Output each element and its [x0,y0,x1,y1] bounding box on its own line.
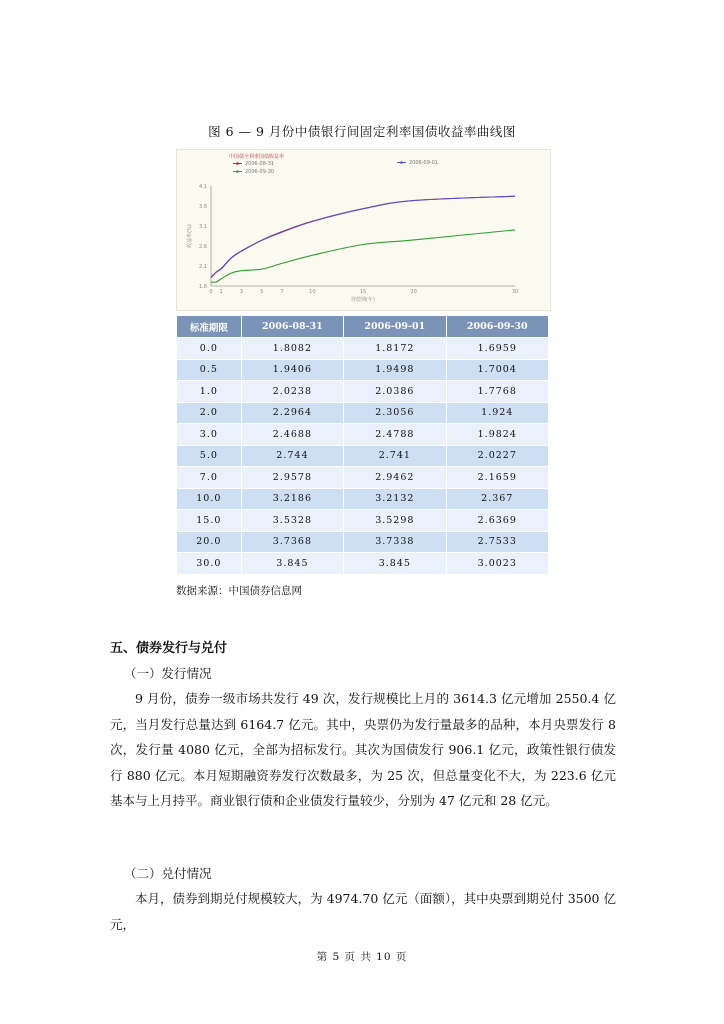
x-tick-label: 3 [239,289,243,295]
y-tick-label: 1.6 [199,284,207,290]
yield-cell: 2.367 [446,488,548,510]
table-header-row [177,316,549,338]
table-row [177,531,549,553]
subsection-redemption-title: （二）兑付情况 [124,866,212,881]
term-cell: 7.0 [177,467,242,489]
table-row [177,381,549,403]
term-cell: 2.0 [177,402,242,424]
page-footer: 第 5 页 共 10 页 [316,951,408,963]
header-date-1: 2006-08-31 [241,316,343,338]
yield-cell: 3.2186 [241,488,343,510]
yield-cell: 1.7004 [446,359,548,381]
term-cell: 1.0 [177,381,242,403]
figure-title: 图 6 — 9 月份中债银行间固定利率国债收益率曲线图 [208,124,516,139]
yield-cell: 3.5328 [241,510,343,532]
x-tick-label: 15 [359,289,367,295]
y-tick-label: 2.1 [199,264,207,270]
term-cell: 30.0 [177,553,242,575]
yield-cell: 2.0238 [241,381,343,403]
section-title: 五、债券发行与兑付 [110,641,228,656]
term-cell: 0.0 [177,338,242,360]
table-row [177,338,549,360]
chart-svg [177,150,550,310]
yield-cell: 2.741 [344,445,446,467]
table-row [177,553,549,575]
legend-marker [236,162,239,165]
issuance-paragraph: 9 月份，债券一级市场共发行 49 次，发行规模比上月的 3614.3 亿元增加 2550.4 亿元，当月发行总量达到 6164.7 亿元。其中，央票仍为发行量最多的品种，本月央票发行 8 次，发行量 4080 亿元，全部为招标发行。其次为国债发行 906.1 亿元，政策性银行债发行 880 亿元。本月短期融资券发行次数最多，为 25 次，但总量变化不大，为 223.6 亿元基本与上月持平。商业银行债和企业债发行量较少，分别为 47 亿元和 28 亿元。 [110,691,616,808]
yield-cell: 1.924 [446,402,548,424]
table-row [177,488,549,510]
legend-label: 2006-09-01 [409,160,439,166]
yield-cell: 3.7368 [241,531,343,553]
chart-title: 中国债全利率国债收益率 [229,154,285,160]
series-line-2006-09-30 [211,230,515,282]
x-axis-label: 待偿期(年) [351,297,375,303]
header-date-3: 2006-09-30 [446,316,548,338]
data-source: 数据来源：中国债券信息网 [176,585,302,597]
yield-cell: 3.0023 [446,553,548,575]
term-cell: 20.0 [177,531,242,553]
term-cell: 0.5 [177,359,242,381]
term-cell: 15.0 [177,510,242,532]
term-cell: 5.0 [177,445,242,467]
yield-cell: 2.4688 [241,424,343,446]
yield-cell: 2.9462 [344,467,446,489]
x-tick-label: 10 [309,289,316,295]
yield-cell: 2.2964 [241,402,343,424]
yield-cell: 3.5298 [344,510,446,532]
x-tick-label: 0 [209,289,213,295]
table-row [177,467,549,489]
header-date-2: 2006-09-01 [344,316,446,338]
x-tick-label: 30 [511,289,519,295]
yield-cell: 1.6959 [446,338,548,360]
y-tick-label: 3.1 [199,224,207,230]
yield-cell: 1.9406 [241,359,343,381]
yield-cell: 3.7338 [344,531,446,553]
term-cell: 3.0 [177,424,242,446]
yield-cell: 1.7768 [446,381,548,403]
y-axis-label: 收益率(%) [187,224,193,248]
table-row [177,359,549,381]
x-tick-label: 5 [260,289,264,295]
legend-label: 2006-08-31 [245,161,275,167]
y-tick-label: 3.6 [199,204,207,210]
yield-cell: 1.8172 [344,338,446,360]
subsection-issuance-title: （一）发行情况 [124,666,212,681]
table-body [177,338,549,575]
yield-cell: 1.8082 [241,338,343,360]
header-term: 标准期限 [177,316,242,338]
x-tick-label: 7 [280,289,284,295]
legend-label: 2006-09-30 [245,169,275,175]
series-line-2006-09-01 [211,196,515,277]
x-tick-label: 20 [410,289,417,295]
yield-cell: 3.845 [241,553,343,575]
y-tick-label: 2.6 [199,244,207,250]
yield-cell: 3.845 [344,553,446,575]
y-tick-label: 4.1 [199,184,207,190]
redemption-paragraph: 本月，债券到期兑付规模较大，为 4974.70 亿元（面额），其中央票到期兑付 3500 亿元， [110,891,616,932]
yield-cell: 3.2132 [344,488,446,510]
term-cell: 10.0 [177,488,242,510]
yield-cell: 1.9824 [446,424,548,446]
yield-cell: 2.0227 [446,445,548,467]
yield-cell: 2.4788 [344,424,446,446]
yield-cell: 2.3056 [344,402,446,424]
table-row [177,424,549,446]
legend-marker [400,161,403,164]
table-row [177,510,549,532]
x-tick-label: 1 [219,289,223,295]
yield-cell: 2.9578 [241,467,343,489]
legend-marker [236,170,239,173]
yield-curve-chart [176,149,551,311]
yield-cell: 2.744 [241,445,343,467]
yield-table [176,315,549,575]
yield-cell: 2.0386 [344,381,446,403]
yield-cell: 2.7533 [446,531,548,553]
yield-cell: 1.9498 [344,359,446,381]
table-row [177,445,549,467]
table-row [177,402,549,424]
yield-cell: 2.1659 [446,467,548,489]
yield-cell: 2.6369 [446,510,548,532]
